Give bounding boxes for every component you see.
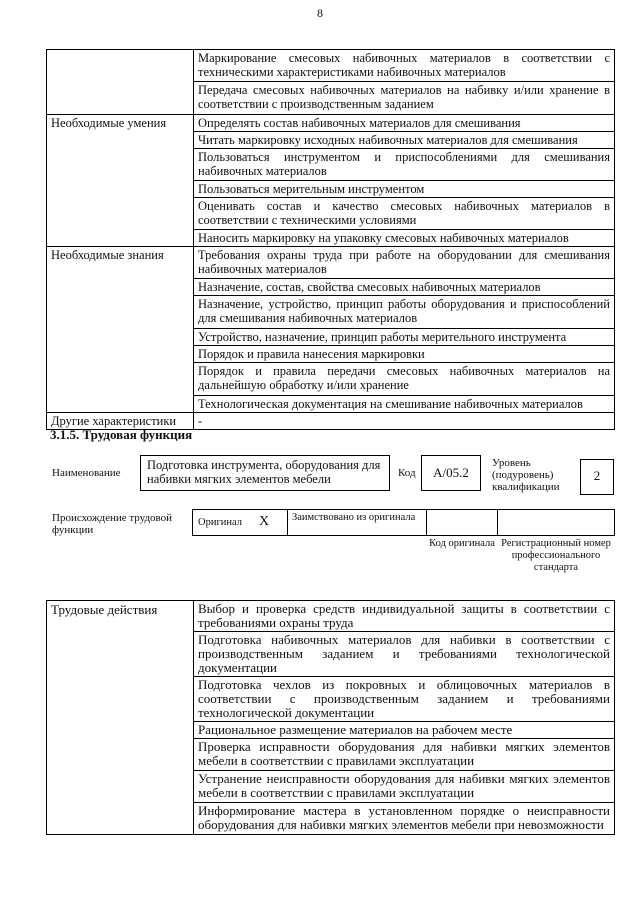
function-name-box: Подготовка инструмента, оборудования для набивки мягких элементов мебели (140, 455, 390, 491)
table-row: Выбор и проверка средств индивидуальной защиты в соответствии с требованиями охраны труда (194, 601, 615, 632)
table-row: Оценивать состав и качество смесовых набивочных материалов в соответствии с техническими условиями (194, 198, 615, 230)
table-row: Пользоваться инструментом и приспособлениями для смешивания набивочных материалов (194, 149, 615, 181)
origin-label: Происхождение трудовой функции (52, 512, 173, 536)
competency-table (46, 49, 615, 430)
code-caption: Код оригинала (429, 538, 495, 549)
origin-code-cell (426, 509, 498, 536)
table-row: - (194, 413, 615, 430)
labor-actions-label: Трудовые действия (47, 601, 194, 835)
table-row: Пользоваться мерительным инструментом (194, 181, 615, 198)
table-row: Требования охраны труда при работе на оборудовании для смешивания набивочных материалов (194, 247, 615, 279)
table-row: Технологическая документация на смешивание набивочных материалов (194, 396, 615, 413)
section-title: 3.1.5. Трудовая функция (50, 427, 193, 442)
original-label: Оригинал (198, 517, 242, 528)
table-row: Порядок и правила нанесения маркировки (194, 346, 615, 363)
name-label: Наименование (52, 467, 121, 479)
borrowed-label: Заимствовано из оригинала (292, 512, 416, 523)
table-left-cell (47, 50, 194, 115)
table-row: Подготовка набивочных материалов для набивки в соответствии с производственным заданием и требованиями технологической документации (194, 632, 615, 677)
table-row: Назначение, состав, свойства смесовых набивочных материалов (194, 279, 615, 296)
reg-number-cell (497, 509, 615, 536)
knowledge-label: Необходимые знания (47, 247, 194, 413)
table-row: Наносить маркировку на упаковку смесовых набивочных материалов (194, 230, 615, 247)
table-row: Информирование мастера в установленном порядке о неисправности оборудования для набивки мягких элементов мебели при невозможности (194, 803, 615, 835)
code-value-box: A/05.2 (421, 455, 481, 491)
table-row: Передача смесовых набивочных материалов на набивку и/или хранение в соответствии с производственным заданием (194, 82, 615, 115)
level-label: Уровень (подуровень) квалификации (492, 457, 560, 493)
page-number: 8 (317, 6, 323, 20)
table-row: Маркирование смесовых набивочных материалов в соответствии с техническими характеристиками набивочных материалов (194, 50, 615, 82)
level-value-box: 2 (580, 459, 614, 495)
table-row: Порядок и правила передачи смесовых набивочных материалов на дальнейшую обработку и/или хранение (194, 363, 615, 396)
table-row: Рациональное размещение материалов на рабочем месте (194, 722, 615, 739)
skills-label: Необходимые умения (47, 115, 194, 247)
code-label: Код (398, 467, 416, 479)
table-row: Проверка исправности оборудования для набивки мягких элементов мебели в соответствии с правилами эксплуатации (194, 739, 615, 771)
table-row: Подготовка чехлов из покровных и облицовочных материалов в соответствии с производственным заданием и требованиями технологической документации (194, 677, 615, 722)
table-row: Устранение неисправности оборудования для набивки мягких элементов мебели в соответствии с правилами эксплуатации (194, 771, 615, 803)
labor-actions-table (46, 600, 615, 835)
table-row: Назначение, устройство, принцип работы оборудования и приспособлений для смешивания набивочных материалов (194, 296, 615, 329)
other-label: Другие характеристики (47, 413, 194, 430)
table-row: Читать маркировку исходных набивочных материалов для смешивания (194, 132, 615, 149)
borrowed-cell (287, 509, 427, 536)
table-row: Устройство, назначение, принцип работы мерительного инструмента (194, 329, 615, 346)
original-mark: X (259, 514, 270, 529)
table-row: Определять состав набивочных материалов для смешивания (194, 115, 615, 132)
reg-caption: Регистрационный номер профессионального стандарта (501, 538, 611, 573)
original-cell (192, 509, 288, 536)
